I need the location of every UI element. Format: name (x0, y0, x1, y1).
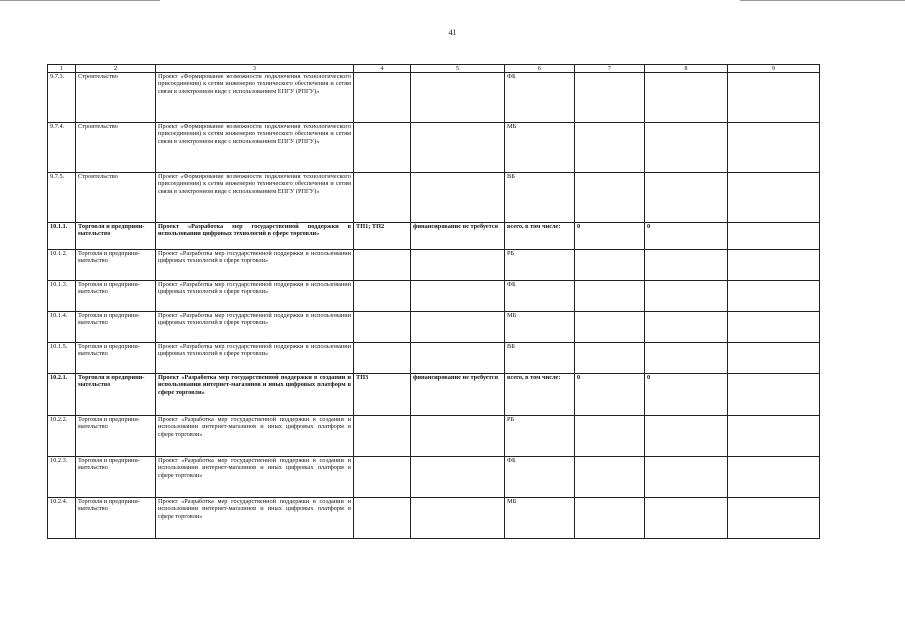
value-cell-9 (728, 73, 820, 123)
indicator-cell: ТП3 (354, 374, 411, 416)
sector-cell: Торговля и предприни-мательство (76, 374, 156, 416)
budget-source-cell: РБ (505, 416, 575, 457)
value-cell-8 (645, 123, 728, 173)
value-cell-8 (645, 312, 728, 343)
sector-cell: Торговля и предприни-мательство (76, 312, 156, 343)
value-cell-9 (728, 457, 820, 498)
financing-cell (411, 281, 505, 312)
value-cell-7 (575, 73, 645, 123)
budget-source-cell: ВБ (505, 173, 575, 223)
sector-cell: Строительство (76, 123, 156, 173)
column-header: 9 (728, 65, 820, 73)
value-cell-9 (728, 173, 820, 223)
value-cell-7 (575, 250, 645, 281)
budget-source-cell: всего, в том числе: (505, 374, 575, 416)
sector-cell: Торговля и предприни-мательство (76, 498, 156, 539)
document-table (47, 64, 820, 539)
financing-cell (411, 457, 505, 498)
table-row (48, 457, 820, 498)
row-number-cell: 9.7.3. (48, 73, 76, 123)
value-cell-8 (645, 498, 728, 539)
budget-source-cell: ФБ (505, 73, 575, 123)
value-cell-7: 0 (575, 223, 645, 250)
value-cell-7 (575, 343, 645, 374)
table-row (48, 73, 820, 123)
sector-cell: Торговля и предприни-мательство (76, 223, 156, 250)
row-number-cell: 10.2.2. (48, 416, 76, 457)
column-header: 7 (575, 65, 645, 73)
row-number-cell: 10.2.4. (48, 498, 76, 539)
value-cell-8 (645, 281, 728, 312)
scan-edge-right (740, 0, 905, 1)
budget-source-cell: всего, в том числе: (505, 223, 575, 250)
value-cell-9 (728, 250, 820, 281)
indicator-cell (354, 498, 411, 539)
row-number-cell: 10.1.5. (48, 343, 76, 374)
indicator-cell (354, 457, 411, 498)
value-cell-9 (728, 223, 820, 250)
value-cell-7 (575, 281, 645, 312)
column-header: 6 (505, 65, 575, 73)
project-description-cell: Проект «Разработка мер государственной поддержки в создании и использовании интернет-магазинов и иных цифровых платформ в сфере торговли» (156, 374, 354, 416)
value-cell-8 (645, 457, 728, 498)
column-header: 1 (48, 65, 76, 73)
value-cell-7 (575, 312, 645, 343)
indicator-cell (354, 173, 411, 223)
table-row (48, 416, 820, 457)
project-description-cell: Проект «Формирование возможности подключения технологического присоединения) к сетям инженерно технического обеспечения и сетям связи в электронном виде с использованием ЕПГУ (РПГУ)» (156, 73, 354, 123)
value-cell-8 (645, 173, 728, 223)
sector-cell: Торговля и предприни-мательство (76, 250, 156, 281)
budget-source-cell: РБ (505, 250, 575, 281)
value-cell-8 (645, 416, 728, 457)
budget-source-cell: МБ (505, 498, 575, 539)
indicator-cell (354, 73, 411, 123)
row-number-cell: 10.1.3. (48, 281, 76, 312)
budget-source-cell: ВБ (505, 343, 575, 374)
column-header: 3 (156, 65, 354, 73)
table-row (48, 312, 820, 343)
sector-cell: Торговля и предприни-мательство (76, 343, 156, 374)
row-number-cell: 10.1.4. (48, 312, 76, 343)
financing-cell (411, 250, 505, 281)
row-number-cell: 10.1.2. (48, 250, 76, 281)
financing-cell (411, 123, 505, 173)
value-cell-9 (728, 343, 820, 374)
project-description-cell: Проект «Разработка мер государственной поддержки в создании и использовании интернет-магазинов и иных цифровых платформ в сфере торговли» (156, 416, 354, 457)
financing-cell (411, 312, 505, 343)
indicator-cell (354, 343, 411, 374)
table-row (48, 223, 820, 250)
indicator-cell (354, 312, 411, 343)
project-description-cell: Проект «Разработка мер государственной поддержки в создании и использовании интернет-магазинов и иных цифровых платформ в сфере торговли» (156, 457, 354, 498)
value-cell-7: 0 (575, 374, 645, 416)
sector-cell: Строительство (76, 73, 156, 123)
indicator-cell (354, 250, 411, 281)
value-cell-7 (575, 173, 645, 223)
financing-cell (411, 73, 505, 123)
value-cell-9 (728, 498, 820, 539)
budget-source-cell: МБ (505, 312, 575, 343)
budget-source-cell: ФБ (505, 281, 575, 312)
header-row (48, 65, 820, 73)
value-cell-9 (728, 312, 820, 343)
sector-cell: Торговля и предприни-мательство (76, 457, 156, 498)
value-cell-9 (728, 123, 820, 173)
row-number-cell: 10.2.3. (48, 457, 76, 498)
project-description-cell: Проект «Разработка мер государственной поддержки в использовании цифровых технологий в сфере торговли» (156, 250, 354, 281)
financing-cell (411, 416, 505, 457)
column-header: 5 (411, 65, 505, 73)
project-description-cell: Проект «Формирование возможности подключения технологического присоединения) к сетям инженерно технического обеспечения и сетям связи в электронном виде с использованием ЕПГУ (РПГУ)» (156, 123, 354, 173)
value-cell-8 (645, 343, 728, 374)
project-description-cell: Проект «Разработка мер государственной поддержки в использовании цифровых технологий в сфере торговли» (156, 312, 354, 343)
financing-cell: финансирование не требуется (411, 374, 505, 416)
sector-cell: Торговля и предприни-мательство (76, 281, 156, 312)
row-number-cell: 10.1.1. (48, 223, 76, 250)
scan-edge-left (0, 0, 160, 1)
value-cell-9 (728, 374, 820, 416)
table-body (48, 73, 820, 539)
value-cell-7 (575, 498, 645, 539)
financing-cell: финансирование не требуется (411, 223, 505, 250)
value-cell-9 (728, 416, 820, 457)
project-description-cell: Проект «Разработка мер государственной поддержки в использовании цифровых технологий в сфере торговли» (156, 343, 354, 374)
indicator-cell (354, 416, 411, 457)
budget-source-cell: МБ (505, 123, 575, 173)
table-row (48, 250, 820, 281)
project-description-cell: Проект «Разработка мер государственной поддержки в создании и использовании интернет-магазинов и иных цифровых платформ в сфере торговли» (156, 498, 354, 539)
table-row (48, 498, 820, 539)
value-cell-7 (575, 416, 645, 457)
sector-cell: Строительство (76, 173, 156, 223)
page-number: 41 (448, 28, 457, 37)
value-cell-8: 0 (645, 374, 728, 416)
project-description-cell: Проект «Разработка мер государственной поддержки в использовании цифровых технологий в сфере торговли» (156, 223, 354, 250)
project-description-cell: Проект «Формирование возможности подключения технологического присоединения) к сетям инженерно технического обеспечения и сетям связи в электронном виде с использованием ЕПГУ (РПГУ)» (156, 173, 354, 223)
value-cell-8 (645, 250, 728, 281)
row-number-cell: 9.7.5. (48, 173, 76, 223)
value-cell-7 (575, 457, 645, 498)
row-number-cell: 10.2.1. (48, 374, 76, 416)
project-description-cell: Проект «Разработка мер государственной поддержки в использовании цифровых технологий в сфере торговли» (156, 281, 354, 312)
table-row (48, 281, 820, 312)
value-cell-9 (728, 281, 820, 312)
sector-cell: Торговля и предприни-мательство (76, 416, 156, 457)
budget-source-cell: ФБ (505, 457, 575, 498)
table-row (48, 343, 820, 374)
indicator-cell: ТП1; ТП2 (354, 223, 411, 250)
column-header: 8 (645, 65, 728, 73)
value-cell-8: 0 (645, 223, 728, 250)
column-header: 4 (354, 65, 411, 73)
table-row (48, 173, 820, 223)
financing-cell (411, 498, 505, 539)
value-cell-8 (645, 73, 728, 123)
table-row (48, 374, 820, 416)
financing-cell (411, 343, 505, 374)
table-row (48, 123, 820, 173)
value-cell-7 (575, 123, 645, 173)
financing-cell (411, 173, 505, 223)
indicator-cell (354, 281, 411, 312)
row-number-cell: 9.7.4. (48, 123, 76, 173)
indicator-cell (354, 123, 411, 173)
column-header: 2 (76, 65, 156, 73)
